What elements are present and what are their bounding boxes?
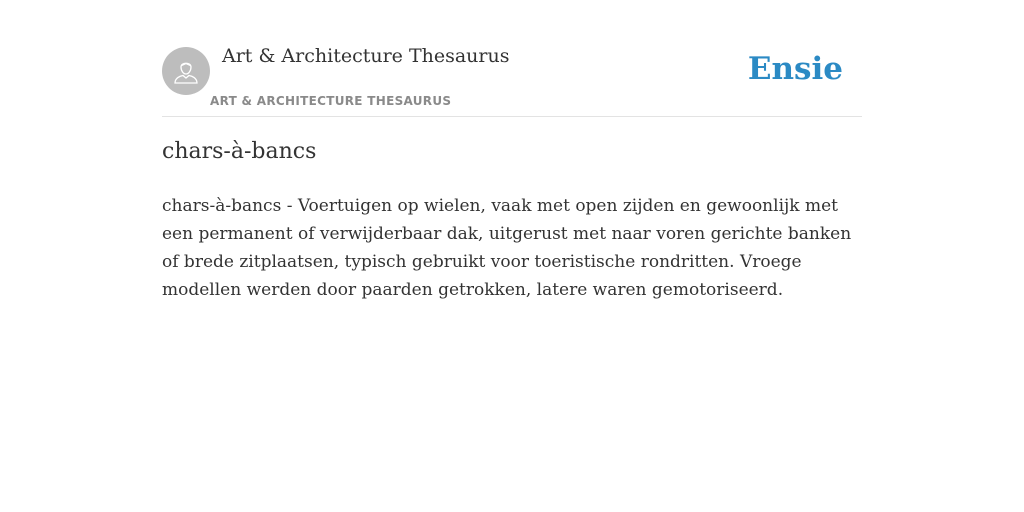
user-icon	[171, 56, 201, 86]
definition-text: chars-à-bancs - Voertuigen op wielen, vaak met open zijden en gewoonlijk met een permanent of verwijderbaar dak, uitgerust met naar voren gerichte banken of brede zitplaatsen, typisch gebruikt voor toeristische rondritten. Vroege modellen werden door paarden getrokken, latere waren gemotoriseerd.	[162, 196, 852, 300]
source-subtitle: ART & ARCHITECTURE THESAURUS	[210, 94, 452, 108]
header	[162, 0, 862, 117]
term-heading: chars-à-bancs	[162, 139, 317, 164]
brand-logo[interactable]: Ensie	[747, 51, 843, 87]
source-title[interactable]: Art & Architecture Thesaurus	[222, 45, 510, 67]
avatar[interactable]	[162, 47, 210, 95]
